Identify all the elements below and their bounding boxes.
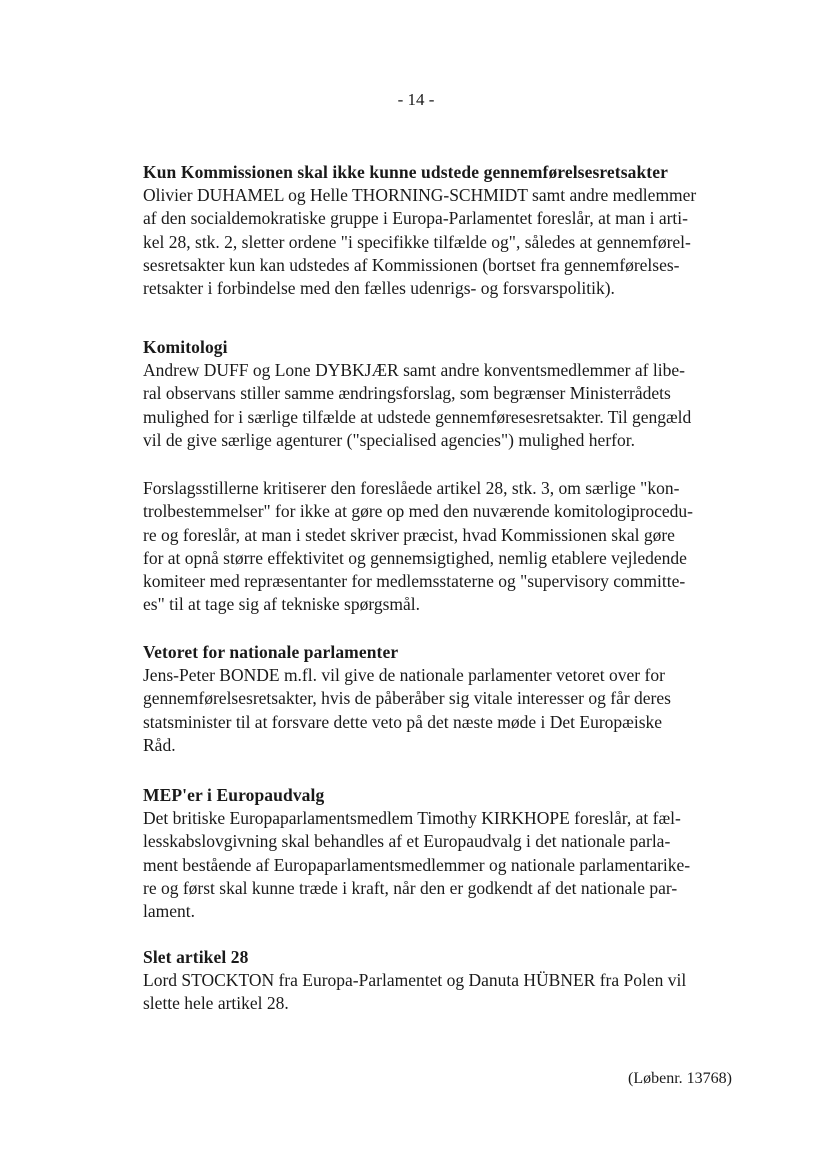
text-line: vil de give særlige agenturer ("specialised agencies") mulighed herfor. — [143, 429, 635, 450]
text-line: statsminister til at forsvare dette veto på det næste møde i Det Europæiske — [143, 711, 663, 732]
text-line: re og foreslår, at man i stedet skriver præcist, hvad Kommissionen skal gøre — [143, 524, 675, 545]
section-mep-europaudvalg — [143, 783, 743, 923]
text-line: trolbestemmelser" for ikke at gøre op med den nuværende komitologiprocedu- — [143, 501, 693, 522]
text-line: Olivier DUHAMEL og Helle THORNING-SCHMIDT samt andre medlemmer — [143, 185, 697, 205]
text-line: ment bestående af Europaparlamentsmedlemmer og nationale parlamentarike- — [143, 854, 691, 875]
text-line: af den socialdemokratiske gruppe i Europa-Parlamentet foreslår, at man i arti- — [143, 208, 688, 229]
text-line: Lord STOCKTON fra Europa-Parlamentet og Danuta HÜBNER fra Polen vil — [143, 970, 687, 990]
section-kommissionen — [143, 160, 743, 300]
text-line: lament. — [143, 901, 195, 922]
footer-reference: (Løbenr. 13768) — [628, 1070, 732, 1087]
text-line: sesretsakter kun kan udstedes af Kommissionen (bortset fra gennemførelses- — [143, 254, 680, 275]
section-slet-artikel-28 — [143, 945, 743, 1016]
text-line: es" til at tage sig af tekniske spørgsmål. — [143, 594, 421, 615]
text-line: komiteer med repræsentanter for medlemsstaterne og "supervisory committe- — [143, 571, 686, 592]
text-line: Forslagsstillerne kritiserer den foreslåede artikel 28, stk. 3, om særlige "kon- — [143, 478, 680, 498]
text-line: lesskabslovgivning skal behandles af et Europaudvalg i det nationale parla- — [143, 831, 671, 852]
text-line: Det britiske Europaparlamentsmedlem Timothy KIRKHOPE foreslår, at fæl- — [143, 808, 681, 828]
text-line: ral observans stiller samme ændringsforslag, som begrænser Ministerrådets — [143, 383, 671, 404]
text-line: Andrew DUFF og Lone DYBKJÆR samt andre konventsmedlemmer af libe- — [143, 360, 685, 380]
section-vetoret — [143, 640, 743, 757]
text-line: slette hele artikel 28. — [143, 993, 289, 1014]
paragraph-forslagsstillerne — [143, 477, 743, 617]
text-line: gennemførelsesretsakter, hvis de påberåber sig vitale interesser og får deres — [143, 688, 671, 709]
section-heading: Kun Kommissionen skal ikke kunne udstede gennemførelsesretsakter — [143, 162, 668, 182]
text-line: kel 28, stk. 2, sletter ordene "i specifikke tilfælde og", således at gennemførel- — [143, 231, 691, 252]
text-line: re og først skal kunne træde i kraft, når den er godkendt af det nationale par- — [143, 877, 678, 898]
text-line: Råd. — [143, 734, 176, 755]
text-line: for at opnå større effektivitet og gennemsigtighed, nemlig etablere vejledende — [143, 547, 687, 568]
section-heading: MEP'er i Europaudvalg — [143, 785, 325, 805]
section-heading: Komitologi — [143, 337, 228, 357]
section-komitologi — [143, 335, 743, 452]
text-line: mulighed for i særlige tilfælde at udstede gennemføresesretsakter. Til gengæld — [143, 406, 692, 427]
page-number: - 14 - — [397, 90, 435, 109]
section-heading: Slet artikel 28 — [143, 947, 249, 967]
section-heading: Vetoret for nationale parlamenter — [143, 642, 399, 662]
text-line: retsakter i forbindelse med den fælles udenrigs- og forsvarspolitik). — [143, 278, 615, 299]
text-line: Jens-Peter BONDE m.fl. vil give de nationale parlamenter vetoret over for — [143, 665, 665, 685]
